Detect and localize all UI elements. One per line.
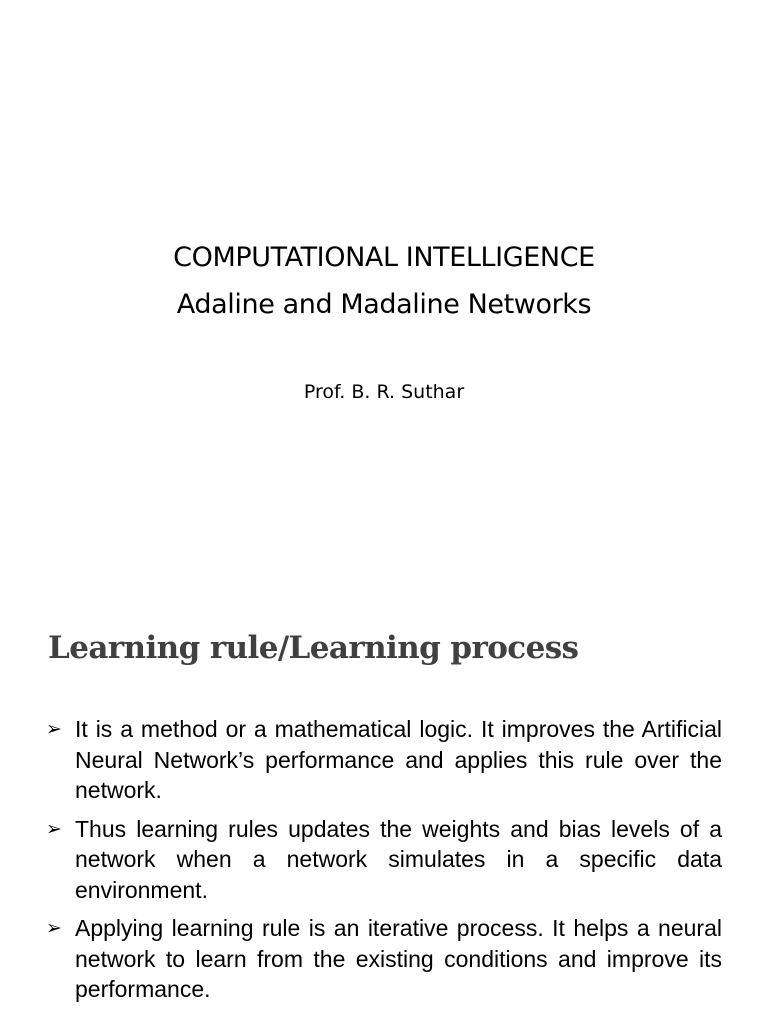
bullet-text: It is a method or a mathematical logic. It improves the Artificial Neural Network’s performance and applies this rule over the network. [75, 716, 722, 803]
bullet-text: Applying learning rule is an iterative process. It helps a neural network to learn from the existing conditions and improve its performance. [75, 915, 722, 1002]
slide-heading: Learning rule/Learning process [48, 630, 579, 666]
arrow-bullet-icon: ➢ [46, 718, 62, 740]
bullet-text: Thus learning rules updates the weights and bias levels of a network when a network simulates in a specific data environment. [75, 815, 722, 903]
author-name: Prof. B. R. Suthar [303, 381, 465, 403]
bullet-item [46, 814, 722, 906]
bullet-item [46, 714, 722, 806]
slide-subtitle: Adaline and Madaline Networks [176, 289, 592, 320]
content-slide [0, 576, 768, 1024]
bullet-list [46, 714, 722, 1013]
bullet-item [46, 913, 722, 1005]
arrow-bullet-icon: ➢ [46, 817, 62, 840]
arrow-bullet-icon: ➢ [46, 917, 62, 939]
slide-title: COMPUTATIONAL INTELLIGENCE [173, 242, 595, 273]
